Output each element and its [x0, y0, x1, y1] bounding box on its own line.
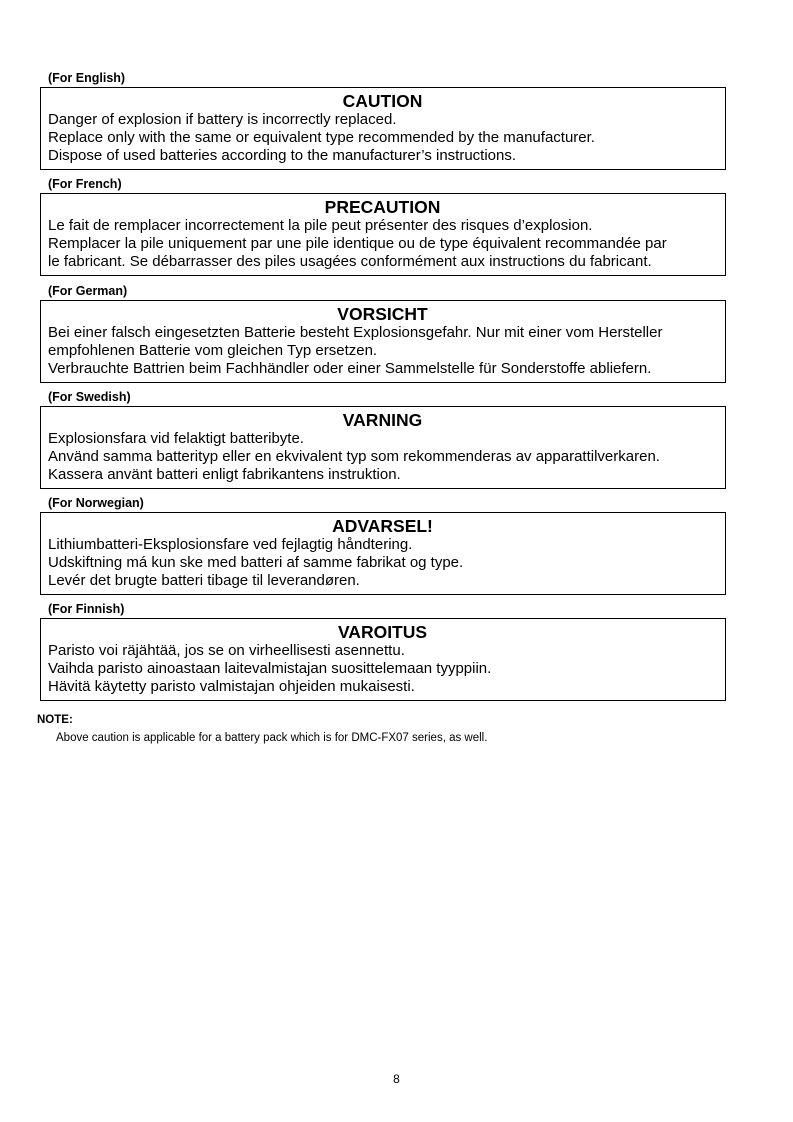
warning-title: VARNING	[342, 410, 423, 430]
note-label: NOTE:	[37, 714, 73, 726]
warning-text-line: Hävitä käytetty paristo valmistajan ohjeiden mukaisesti.	[48, 678, 415, 695]
section-norwegian	[40, 496, 726, 595]
warning-text-line: Dispose of used batteries according to the manufacturer’s instructions.	[48, 147, 517, 164]
section-swedish	[40, 390, 726, 489]
warning-text-line: Bei einer falsch eingesetzten Batterie besteht Explosionsgefahr. Nur mit einer vom Hersteller	[48, 324, 663, 341]
warning-box	[40, 406, 726, 489]
section-german	[40, 284, 726, 383]
warning-title: CAUTION	[342, 91, 423, 111]
section-english	[40, 71, 726, 170]
warning-text-line: Le fait de remplacer incorrectement la pile peut présenter des risques d’explosion.	[48, 217, 593, 234]
warning-box	[40, 512, 726, 595]
warning-box	[40, 618, 726, 701]
language-label: (For English)	[48, 71, 126, 85]
warning-text-line: Paristo voi räjähtää, jos se on virheellisesti asennettu.	[48, 642, 405, 659]
warning-text-line: Danger of explosion if battery is incorrectly replaced.	[48, 111, 397, 128]
warning-text-line: Explosionsfara vid felaktigt batteribyte.	[48, 430, 304, 447]
warning-box	[40, 87, 726, 170]
warning-text-line: Udskiftning má kun ske med batteri af samme fabrikat og type.	[48, 554, 464, 571]
warning-text-line: empfohlenen Batterie vom gleichen Typ ersetzen.	[48, 342, 378, 359]
warning-text-line: Verbrauchte Battrien beim Fachhändler oder einer Sammelstelle für Sonderstoffe abliefern.	[48, 360, 652, 377]
warning-text-line: Kassera använt batteri enligt fabrikantens instruktion.	[48, 466, 401, 483]
language-label: (For Norwegian)	[48, 496, 144, 510]
warning-title: ADVARSEL!	[332, 516, 433, 536]
language-label: (For French)	[48, 177, 122, 191]
language-label: (For German)	[48, 284, 128, 298]
page-number: 8	[393, 1072, 400, 1086]
warning-title: VORSICHT	[337, 304, 428, 324]
warning-text-line: Remplacer la pile uniquement par une pile identique ou de type équivalent recommandée par	[48, 235, 667, 252]
section-french	[40, 177, 726, 276]
warning-text-line: Lithiumbatteri-Eksplosionsfare ved fejlagtig håndtering.	[48, 536, 413, 553]
warning-title: VAROITUS	[337, 622, 428, 642]
warning-title: PRECAUTION	[324, 197, 441, 217]
language-label: (For Finnish)	[48, 602, 125, 616]
warning-text-line: Vaihda paristo ainoastaan laitevalmistajan suosittelemaan tyyppiin.	[48, 660, 492, 677]
warning-box	[40, 300, 726, 383]
warning-text-line: le fabricant. Se débarrasser des piles usagées conformément aux instructions du fabricant.	[48, 253, 652, 270]
note-text: Above caution is applicable for a battery pack which is for DMC-FX07 series, as well.	[56, 732, 488, 744]
warning-text-line: Levér det brugte batteri tibage til leverandøren.	[48, 572, 360, 589]
language-label: (For Swedish)	[48, 390, 131, 404]
warning-box	[40, 193, 726, 276]
section-finnish	[40, 602, 726, 701]
warning-text-line: Använd samma batterityp eller en ekvivalent typ som rekommenderas av apparattilverkaren.	[48, 448, 660, 465]
warning-text-line: Replace only with the same or equivalent type recommended by the manufacturer.	[48, 129, 595, 146]
